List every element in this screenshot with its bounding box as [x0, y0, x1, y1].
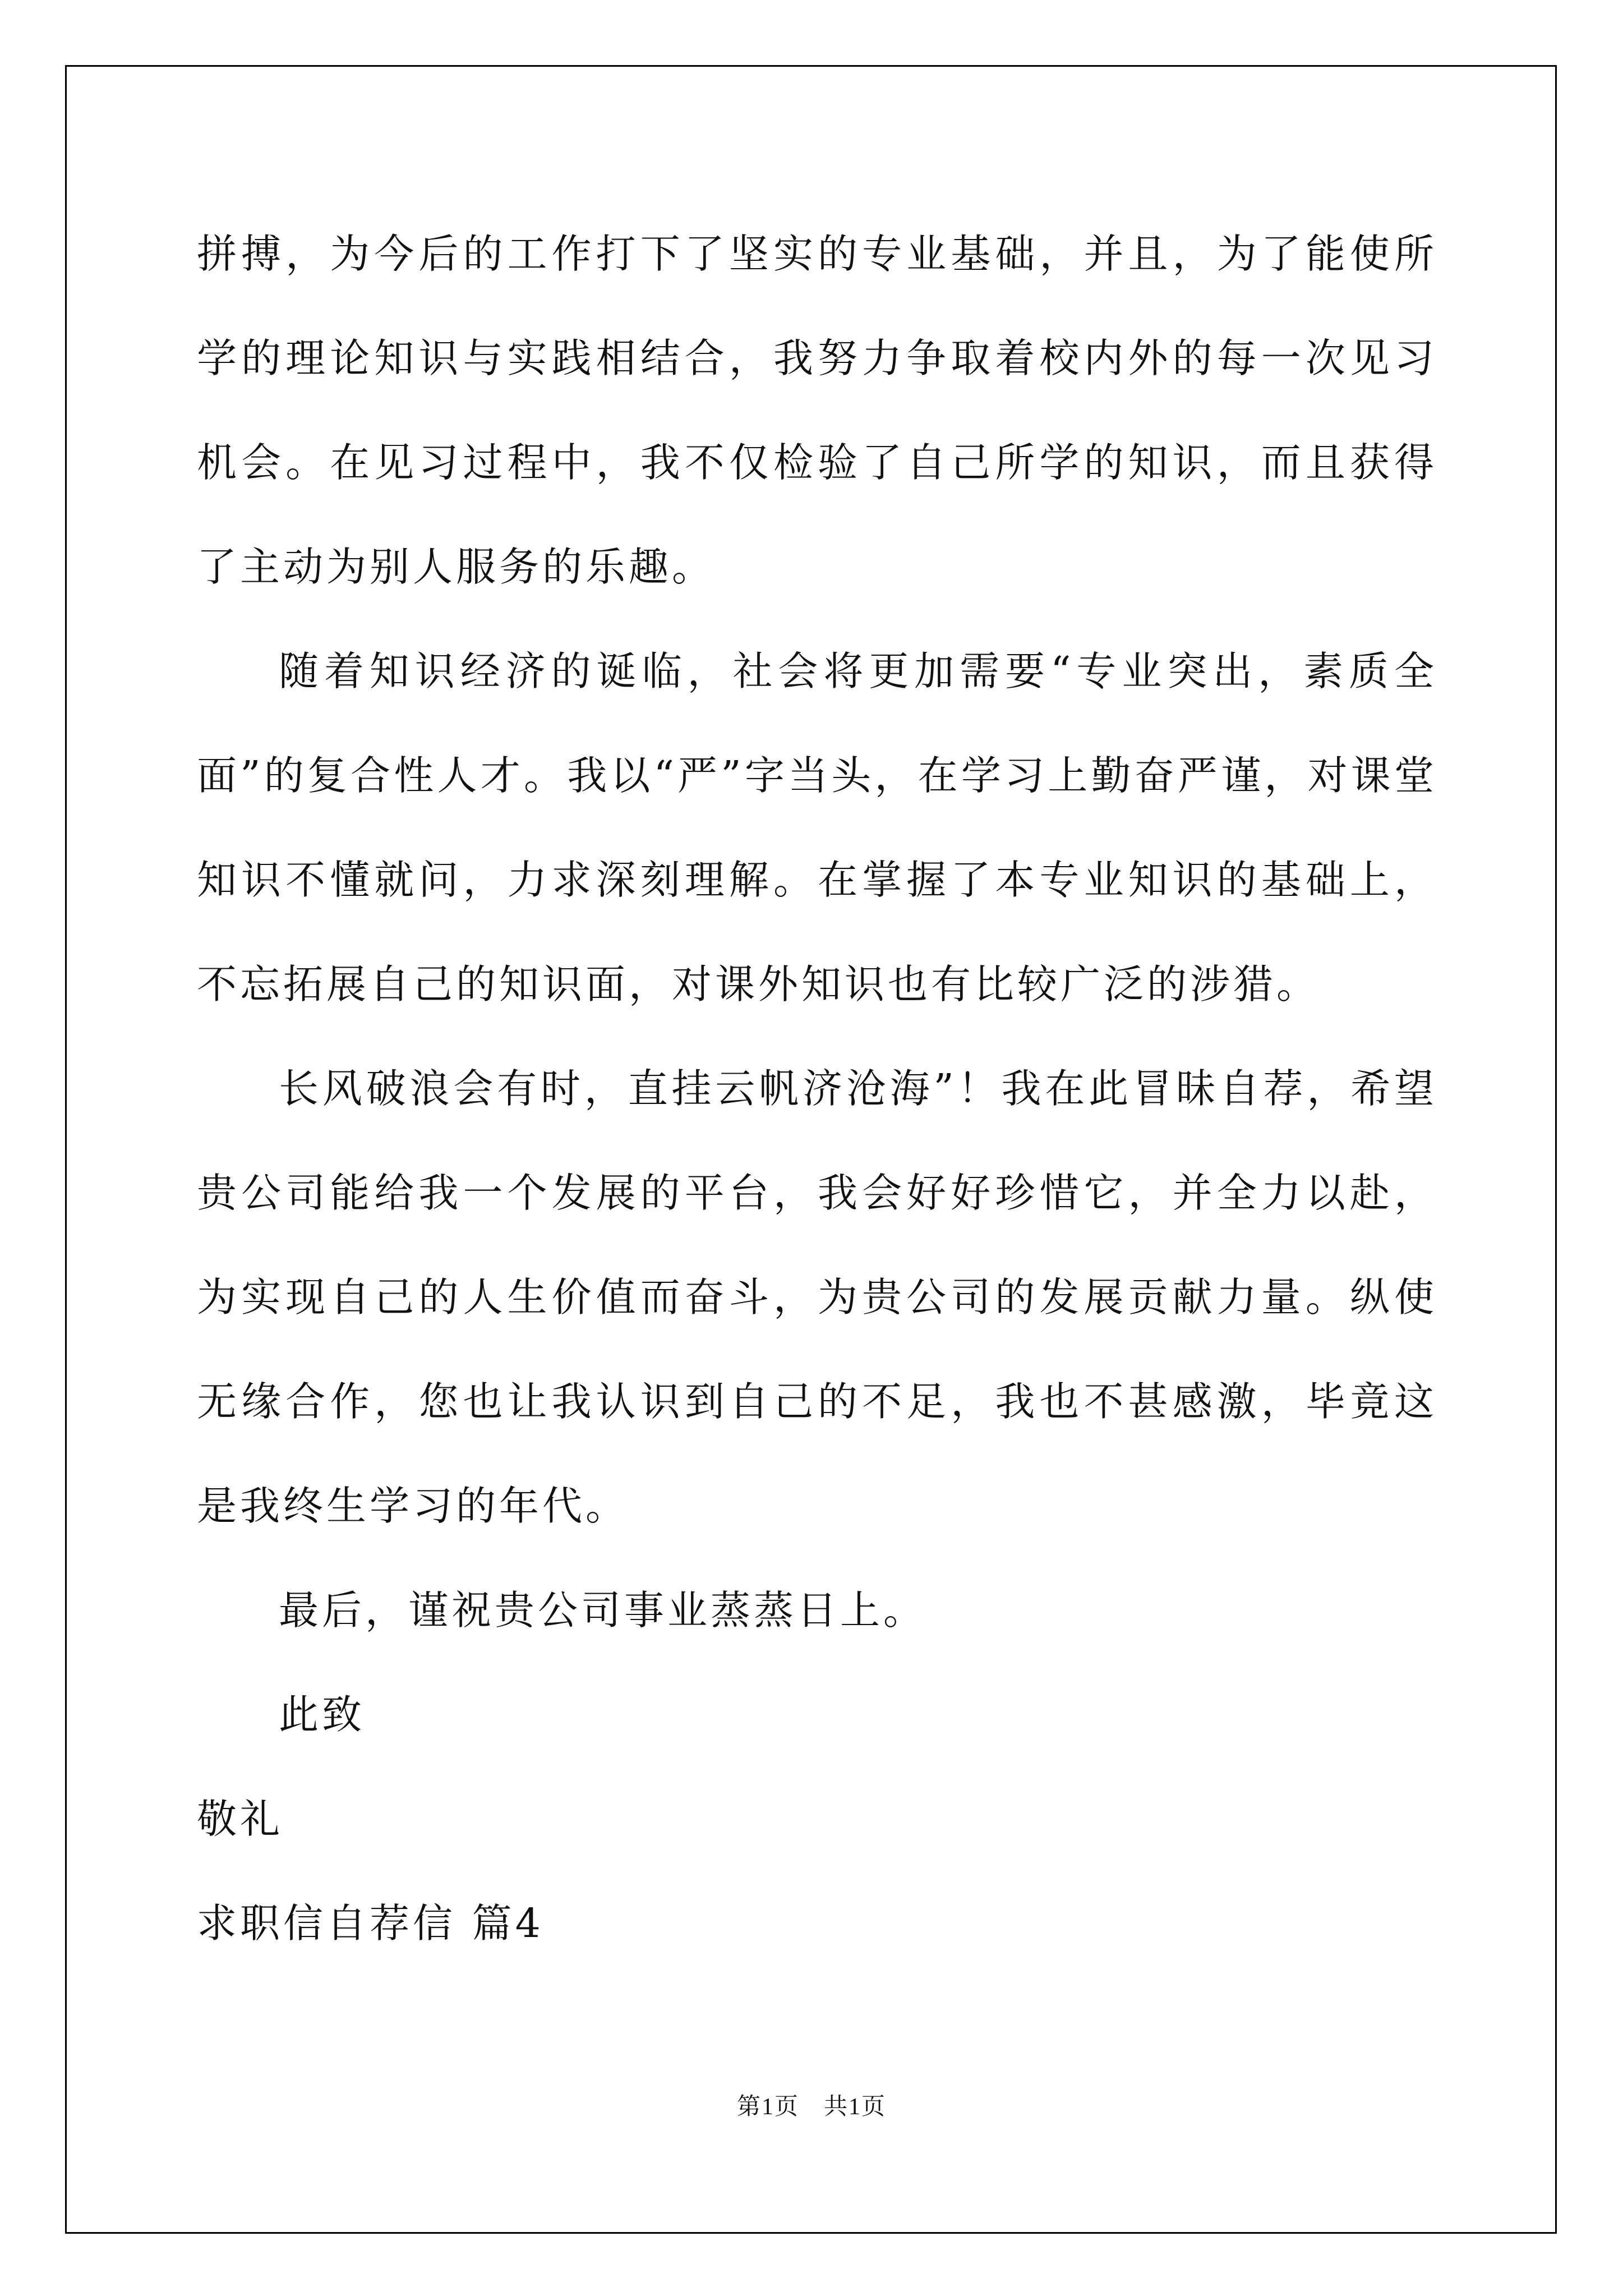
salute: 敬礼 — [197, 1796, 284, 1842]
page-footer — [0, 2088, 1623, 2122]
page-number: 第1页 — [736, 2094, 799, 2120]
page-total: 共1页 — [824, 2094, 887, 2120]
paragraph-1: 拼搏，为今后的工作打下了坚实的专业基础，并且，为了能使所学的理论知识与实践相结合，我努力争取着校内外的每一次见习机会。在见习过程中，我不仅检验了自己所学的知识，而且获得了主动为别人服务的乐趣。 — [197, 231, 1437, 590]
paragraph-3: 长风破浪会有时，直挂云帆济沧海”！我在此冒昧自荐，希望贵公司能给我一个发展的平台，我会好好珍惜它，并全力以赴，为实现自己的人生价值而奋斗，为贵公司的发展贡献力量。纵使无缘合作，您也让我认识到自己的不足，我也不甚感激，毕竟这是我终生学习的年代。 — [197, 1065, 1437, 1529]
document-body — [197, 202, 1437, 1976]
section-heading: 求职信自荐信 篇4 — [197, 1900, 544, 1947]
paragraph-4: 最后，谨祝贵公司事业蒸蒸日上。 — [279, 1587, 927, 1634]
paragraph-2: 随着知识经济的诞临，社会将更加需要“专业突出，素质全面”的复合性人才。我以“严”字当头，在学习上勤奋严谨，对课堂知识不懂就问，力求深刻理解。在掌握了本专业知识的基础上，不忘拓展自己的知识面，对课外知识也有比较广泛的涉猎。 — [197, 648, 1437, 1007]
closing-phrase: 此致 — [279, 1691, 366, 1738]
